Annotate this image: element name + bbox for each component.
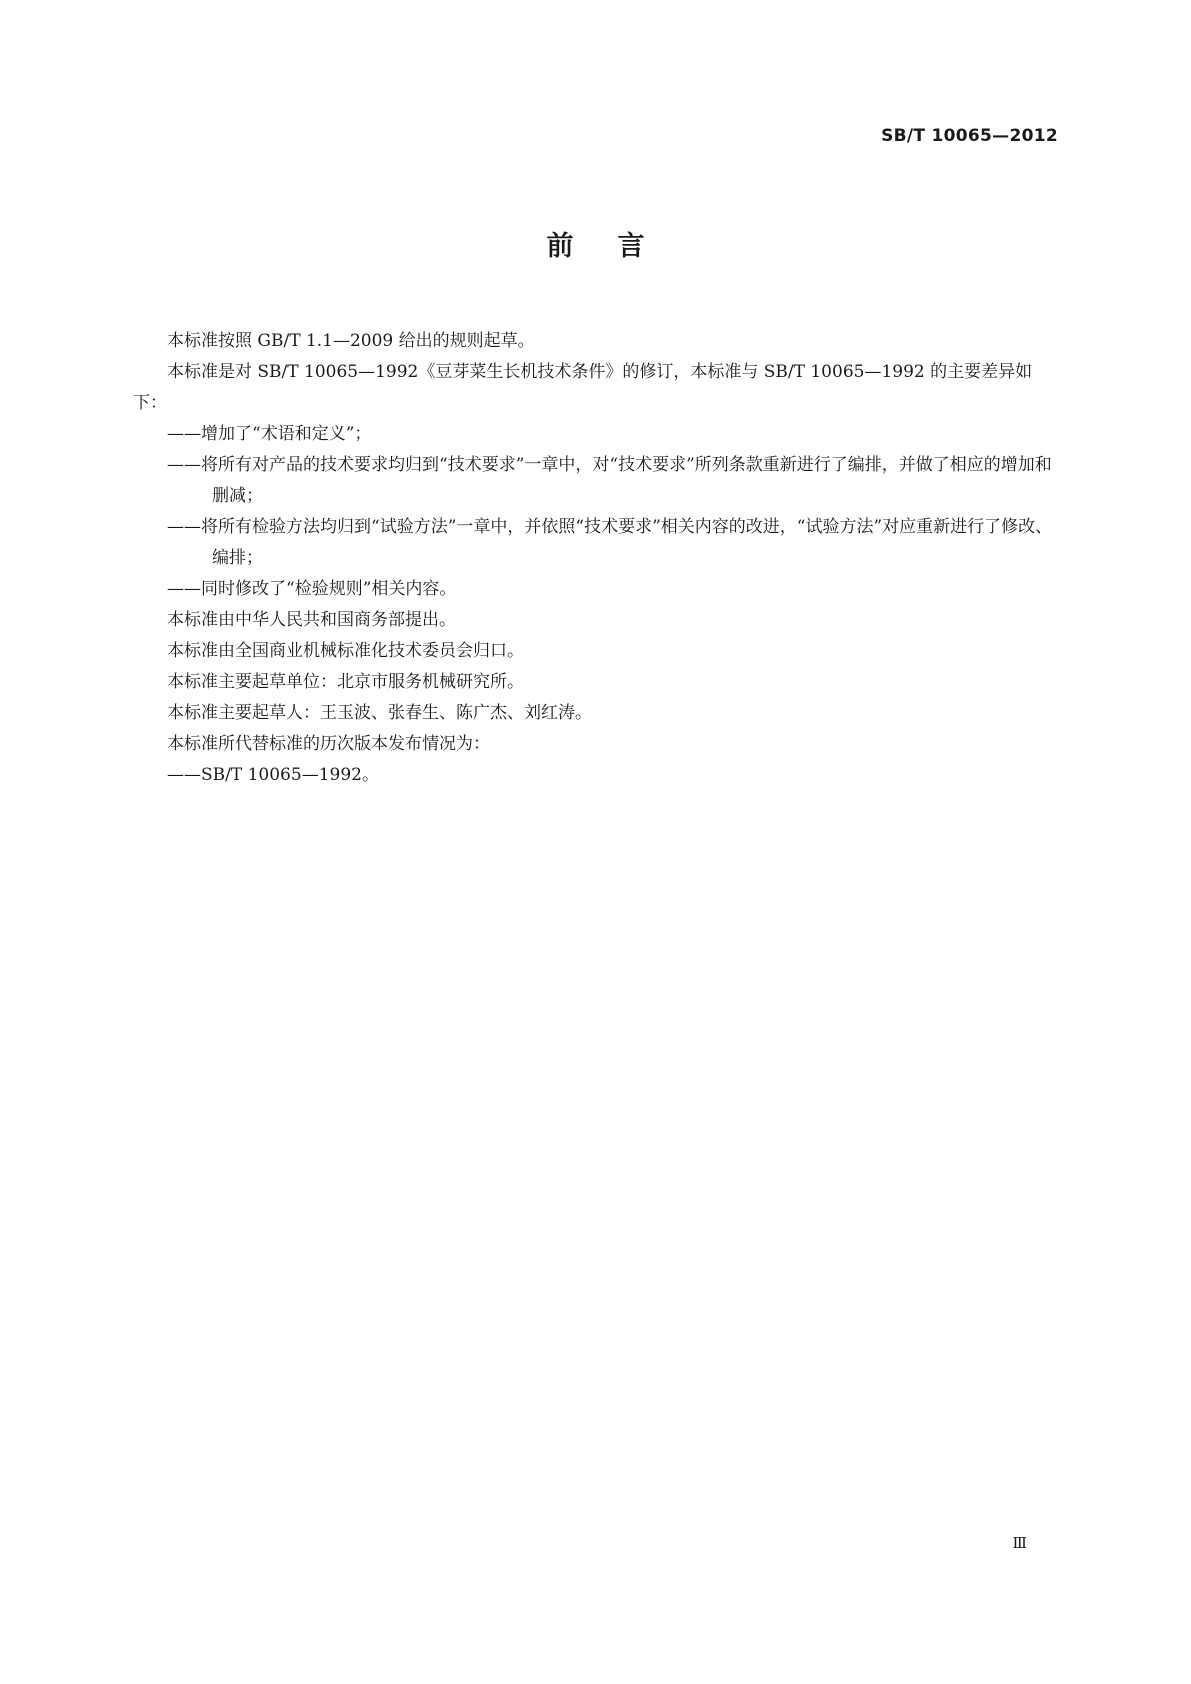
paragraph: 本标准按照 GB/T 1.1—2009 给出的规则起草。 <box>167 331 535 351</box>
paragraph: 本标准是对 SB/T 10065—1992《豆芽菜生长机技术条件》的修订，本标准与 SB/T 10065—1992 的主要差异如下： <box>133 362 1033 413</box>
page-number: Ⅲ <box>1012 1534 1027 1552</box>
list-item: ——将所有检验方法均归到“试验方法”一章中，并依照“技术要求”相关内容的改进，“试验方法”对应重新进行了修改、编排； <box>167 517 1053 568</box>
paragraph: 本标准所代替标准的历次版本发布情况为： <box>167 734 490 754</box>
page-title: 前言 <box>546 231 689 262</box>
foreword-body <box>133 326 1059 791</box>
list-item: ——SB/T 10065—1992。 <box>167 765 379 785</box>
list-item: ——将所有对产品的技术要求均归到“技术要求”一章中，对“技术要求”所列条款重新进行了编排，并做了相应的增加和删减； <box>167 455 1052 506</box>
paragraph: 本标准由全国商业机械标准化技术委员会归口。 <box>167 641 524 661</box>
document-number: SB/T 10065—2012 <box>881 126 1058 146</box>
list-item: ——同时修改了“检验规则”相关内容。 <box>167 579 457 599</box>
paragraph: 本标准主要起草单位：北京市服务机械研究所。 <box>167 672 524 692</box>
paragraph: 本标准由中华人民共和国商务部提出。 <box>167 610 456 630</box>
paragraph: 本标准主要起草人：王玉波、张春生、陈广杰、刘红涛。 <box>167 703 592 723</box>
list-item: ——增加了“术语和定义”； <box>167 424 372 444</box>
